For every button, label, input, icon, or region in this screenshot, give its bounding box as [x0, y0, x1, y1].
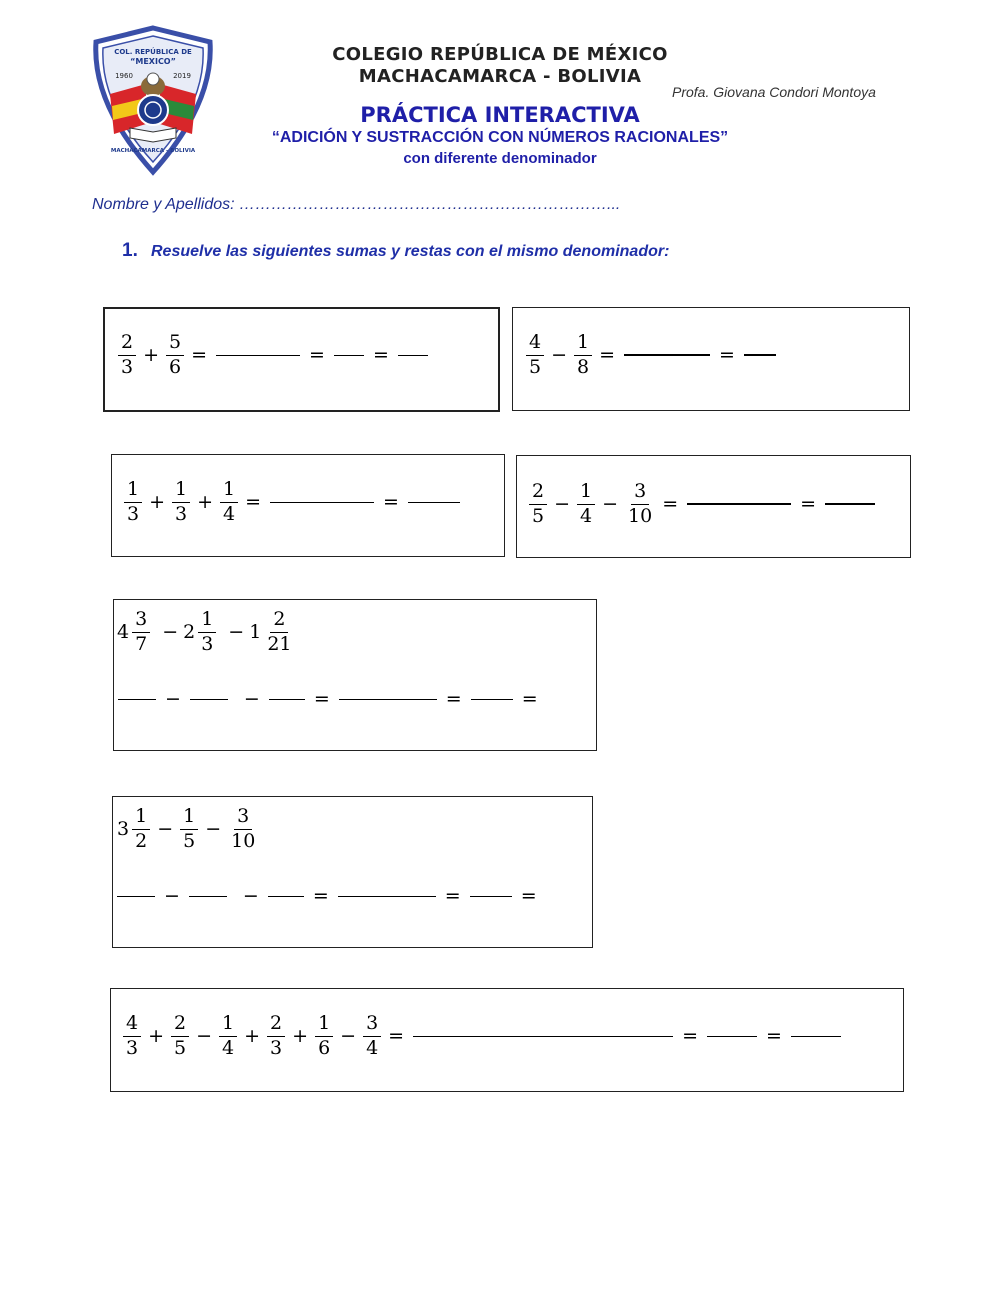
exercise-6-expression: 3 $\frac{1}{2}$ − $\frac{1}{5}$ − $\frac{3}{10}$	[117, 806, 260, 853]
fraction: $\frac{4}{3}$	[123, 1013, 141, 1060]
answer-blank[interactable]	[791, 1036, 841, 1037]
school-location: MACHACAMARCA - BOLIVIA	[358, 66, 642, 87]
school-name: COLEGIO REPÚBLICA DE MÉXICO	[332, 44, 668, 65]
fraction: $\frac{3}{10}$	[231, 805, 256, 852]
fraction: $\frac{1}{3}$	[172, 479, 190, 526]
fraction: $\frac{1}{4}$	[219, 1013, 237, 1060]
page-subtitle: “ADICIÓN Y SUSTRACCIÓN CON NÚMEROS RACIONALES”	[271, 129, 729, 146]
fraction: $\frac{3}{7}$	[132, 609, 150, 656]
exercise-1-expression: $\frac{2}{3}$ + $\frac{5}{6}$ = = =	[116, 332, 432, 379]
answer-blank[interactable]	[687, 503, 791, 505]
question-text: Resuelve las siguientes sumas y restas con el mismo denominador:	[151, 243, 670, 260]
logo-name-text: “MEXICO”	[130, 57, 176, 66]
fraction: $\frac{1}{2}$	[132, 806, 150, 853]
answer-blank[interactable]	[624, 354, 710, 356]
answer-blank[interactable]	[825, 503, 875, 505]
answer-blank[interactable]	[334, 355, 364, 356]
exercise-7-expression: $\frac{4}{3}$ + $\frac{2}{5}$ − $\frac{1}{4}$ + $\frac{2}{3}$ + $\frac{1}{6}$ − $\frac{3}{4}$ = = =	[121, 1013, 845, 1060]
fraction: $\frac{1}{8}$	[574, 332, 592, 379]
answer-blank[interactable]	[117, 896, 155, 897]
fraction: $\frac{2}{5}$	[171, 1013, 189, 1060]
question-number: 1.	[122, 240, 138, 261]
answer-blank[interactable]	[118, 699, 156, 700]
teacher-name: Profa. Giovana Condori Montoya	[672, 84, 876, 100]
logo-year-left: 1960	[115, 72, 133, 80]
logo-bottom-text: MACHACAMARCA - BOLIVIA	[110, 148, 196, 154]
answer-blank[interactable]	[270, 502, 374, 503]
logo-year-right: 2019	[173, 72, 191, 80]
fraction: $\frac{1}{5}$	[180, 806, 198, 853]
exercise-4-expression: $\frac{2}{5}$ − $\frac{1}{4}$ − $\frac{3}{10}$ = =	[527, 481, 879, 528]
exercise-3-expression: $\frac{1}{3}$ + $\frac{1}{3}$ + $\frac{1}{4}$ = =	[122, 479, 464, 526]
answer-blank[interactable]	[707, 1036, 757, 1037]
exercise-5-expression: 4 $\frac{3}{7}$ − 2 $\frac{1}{3}$ − 1 $\frac{2}{21}$	[117, 609, 297, 656]
fraction: $\frac{2}{21}$	[267, 608, 292, 655]
fraction: $\frac{4}{5}$	[526, 332, 544, 379]
answer-blank[interactable]	[470, 896, 512, 897]
answer-blank[interactable]	[268, 896, 304, 897]
logo-top-text: COL. REPÚBLICA DE	[114, 48, 192, 56]
fraction: $\frac{3}{4}$	[363, 1013, 381, 1060]
fraction: $\frac{2}{5}$	[529, 481, 547, 528]
page-subtitle-2: con diferente denominador	[403, 150, 597, 167]
page-title: PRÁCTICA INTERACTIVA	[360, 103, 640, 127]
fraction: $\frac{1}{3}$	[124, 479, 142, 526]
answer-blank[interactable]	[413, 1036, 673, 1037]
exercise-2-expression: $\frac{4}{5}$ − $\frac{1}{8}$ = =	[524, 332, 780, 379]
exercise-5-work-line: − − = = =	[118, 688, 543, 710]
answer-blank[interactable]	[338, 896, 436, 897]
answer-blank[interactable]	[408, 502, 460, 503]
answer-blank[interactable]	[471, 699, 513, 700]
fraction: $\frac{1}{4}$	[577, 481, 595, 528]
answer-blank[interactable]	[216, 355, 300, 356]
fraction: $\frac{5}{6}$	[166, 332, 184, 379]
fraction: $\frac{1}{6}$	[315, 1013, 333, 1060]
fraction: $\frac{2}{3}$	[267, 1013, 285, 1060]
fraction: $\frac{3}{10}$	[628, 480, 653, 527]
student-name-field[interactable]: Nombre y Apellidos: ……………………………………………………………...	[92, 196, 621, 213]
fraction: $\frac{1}{4}$	[220, 479, 238, 526]
answer-blank[interactable]	[190, 699, 228, 700]
fraction: $\frac{1}{3}$	[198, 609, 216, 656]
exercise-6-work-line: − − = = =	[117, 885, 542, 907]
answer-blank[interactable]	[269, 699, 305, 700]
fraction: $\frac{2}{3}$	[118, 332, 136, 379]
answer-blank[interactable]	[189, 896, 227, 897]
school-crest-logo	[88, 24, 218, 176]
answer-blank[interactable]	[398, 355, 428, 356]
answer-blank[interactable]	[744, 354, 776, 356]
answer-blank[interactable]	[339, 699, 437, 700]
